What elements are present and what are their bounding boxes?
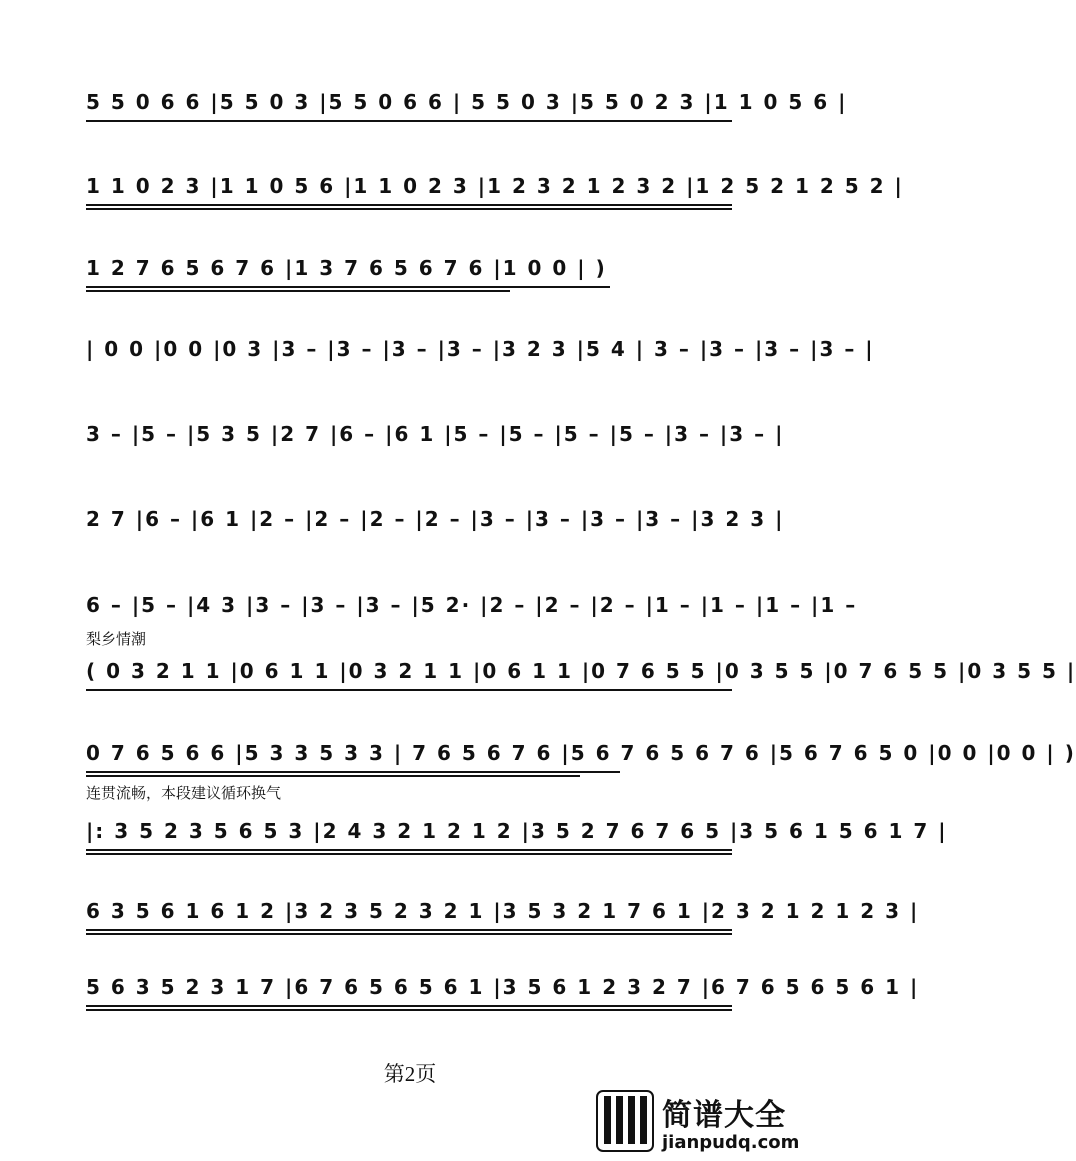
score-row-3: [0, 256, 820, 296]
beam-line: [86, 204, 732, 206]
beam-line: [86, 290, 510, 292]
notation-text: 0 7 6 5 6 6 |5 3 3 5 3 3 | 7 6 5 6 7 6 |5 6 7 6 5 6 7 6 |5 6 7 6 5 0 |0 0 |0 0 | ): [86, 741, 1076, 765]
notation-text: |: 3 5 2 3 5 6 5 3 |2 4 3 2 1 2 1 2 |3 5 2 7 6 7 6 5 |3 5 6 1 5 6 1 7 |: [86, 819, 948, 843]
beam-line: [86, 1009, 732, 1011]
score-row-7: [0, 593, 858, 633]
score-row-1: [0, 90, 848, 130]
watermark-brand: 简谱大全: [662, 1098, 786, 1133]
beam-line: [86, 929, 732, 931]
beam-line: [86, 771, 620, 773]
notation-text: 2 7 |6 – |6 1 |2 – |2 – |2 – |2 – |3 – |3 – |3 – |3 – |3 2 3 |: [86, 507, 785, 531]
beam-line: [86, 933, 732, 935]
score-row-9: [0, 741, 1076, 781]
score-row-12: [0, 975, 920, 1015]
score-row-5: [0, 422, 820, 462]
score-row-4: [0, 337, 875, 377]
notation-text: 6 3 5 6 1 6 1 2 |3 2 3 5 2 3 2 1 |3 5 3 2 1 7 6 1 |2 3 2 1 2 1 2 3 |: [86, 899, 920, 923]
notation-text: 1 1 0 2 3 |1 1 0 5 6 |1 1 0 2 3 |1 2 3 2 1 2 3 2 |1 2 5 2 1 2 5 2 |: [86, 174, 904, 198]
beam-line: [86, 849, 732, 851]
score-row-10: [0, 819, 948, 859]
beam-line: [86, 853, 732, 855]
beam-line: [86, 120, 732, 122]
section-title: 梨乡情潮: [86, 630, 147, 648]
piano-keys-icon: [596, 1090, 654, 1152]
notation-text: 5 6 3 5 2 3 1 7 |6 7 6 5 6 5 6 1 |3 5 6 1 2 3 2 7 |6 7 6 5 6 5 6 1 |: [86, 975, 920, 999]
notation-text: 3 – |5 – |5 3 5 |2 7 |6 – |6 1 |5 – |5 – |5 – |5 – |3 – |3 – |: [86, 422, 785, 446]
notation-text: 6 – |5 – |4 3 |3 – |3 – |3 – |5 2· |2 – |2 – |2 – |1 – |1 – |1 – |1 –: [86, 593, 858, 617]
score-row-2: [0, 174, 904, 214]
notation-text: | 0 0 |0 0 |0 3 |3 – |3 – |3 – |3 – |3 2 3 |5 4 | 3 – |3 – |3 – |3 – |: [86, 337, 875, 361]
notation-text: ( 0 3 2 1 1 |0 6 1 1 |0 3 2 1 1 |0 6 1 1 |0 7 6 5 5 |0 3 5 5 |0 7 6 5 5 |0 3 5 5 |: [86, 659, 1076, 683]
beam-line: [86, 1005, 732, 1007]
beam-line: [86, 689, 732, 691]
notation-text: 5 5 0 6 6 |5 5 0 3 |5 5 0 6 6 | 5 5 0 3 |5 5 0 2 3 |1 1 0 5 6 |: [86, 90, 848, 114]
score-row-6: [0, 507, 820, 547]
performance-instruction: 连贯流畅，本段建议循环换气: [86, 784, 282, 802]
page-number: 第2页: [383, 1062, 437, 1086]
notation-text: 1 2 7 6 5 6 7 6 |1 3 7 6 5 6 7 6 |1 0 0 | ): [86, 256, 607, 280]
watermark: [596, 1090, 818, 1158]
score-row-8: [0, 659, 1076, 699]
beam-line: [86, 286, 610, 288]
watermark-url: jianpudq.com: [662, 1132, 800, 1153]
beam-line: [86, 208, 732, 210]
score-row-11: [0, 899, 920, 939]
beam-line: [86, 775, 580, 777]
